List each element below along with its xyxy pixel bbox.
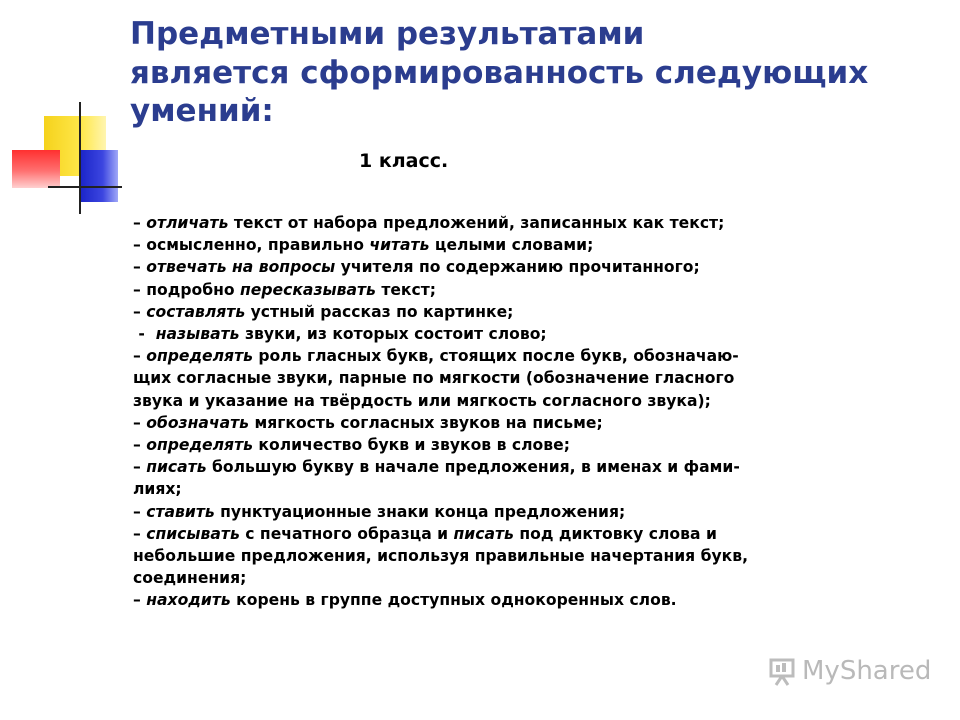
skill-verb: находить	[146, 591, 231, 610]
skill-verb: писать	[453, 524, 514, 543]
skill-text: –	[133, 458, 147, 477]
skill-text: звука и указание на твёрдость или мягкость согласного звука);	[133, 391, 711, 410]
skill-item	[133, 412, 833, 434]
skill-text: –	[133, 258, 147, 277]
skill-item	[133, 234, 833, 256]
skill-text: подробно	[146, 280, 240, 299]
decor-blue-block	[80, 150, 118, 202]
skill-item	[133, 567, 833, 589]
skill-item	[133, 301, 833, 323]
skill-verb: отличать	[146, 214, 229, 232]
skill-item	[133, 367, 833, 389]
skill-text: звуки, из которых состоит слово;	[239, 325, 547, 344]
skill-text: –	[133, 591, 147, 610]
skill-text: пунктуационные знаки конца предложения;	[214, 502, 626, 521]
watermark-text: MyShared	[802, 656, 932, 686]
title-line-2: является сформированность следующих	[130, 55, 869, 91]
skill-text: большую букву в начале предложения, в именах и фами-	[206, 458, 740, 477]
skill-item	[133, 345, 833, 367]
skill-text: –	[133, 302, 147, 321]
skill-verb: называть	[155, 325, 240, 344]
skill-text: учителя по содержанию прочитанного;	[335, 258, 700, 277]
skill-text: –	[133, 502, 147, 521]
skill-item	[133, 523, 833, 545]
skill-item	[133, 434, 833, 456]
watermark	[768, 656, 931, 686]
skills-list	[133, 212, 833, 612]
skill-verb: писать	[146, 458, 207, 477]
skill-text: под диктовку слова и	[513, 524, 717, 543]
skill-text: –	[133, 280, 147, 299]
skill-item	[133, 279, 833, 301]
skill-verb: составлять	[146, 302, 246, 321]
skill-text: щих согласные звуки, парные по мягкости (обозначение гласного	[133, 369, 735, 388]
slide-title	[130, 14, 930, 130]
skill-verb: ставить	[146, 502, 215, 521]
skill-text: –	[133, 347, 147, 366]
skill-text: корень в группе доступных однокоренных слов.	[230, 591, 677, 610]
skill-text: текст от набора предложений, записанных как текст;	[228, 214, 725, 232]
skill-verb: пересказывать	[240, 280, 376, 299]
skill-verb: определять	[146, 347, 253, 366]
decor-horizontal-line	[48, 186, 122, 188]
skill-text: –	[133, 214, 147, 232]
skill-verb: читать	[369, 236, 430, 255]
skill-text: -	[133, 325, 156, 344]
skill-text: лиях;	[133, 480, 182, 499]
skill-verb: обозначать	[146, 413, 250, 432]
skill-item	[133, 390, 833, 412]
title-line-3: умений:	[130, 93, 274, 129]
skill-text: соединения;	[133, 569, 247, 588]
skill-verb: отвечать на вопросы	[146, 258, 336, 277]
title-bold-part: Предметными результатами	[130, 16, 645, 52]
skill-text: устный рассказ по картинке;	[245, 302, 514, 321]
skill-text: количество букв и звуков в слове;	[252, 436, 570, 455]
skill-text: –	[133, 524, 147, 543]
skill-text: текст;	[375, 280, 437, 299]
skill-item	[133, 478, 833, 500]
skill-text: –	[133, 236, 147, 255]
skill-item	[133, 589, 833, 611]
skill-item	[133, 545, 833, 567]
decor-vertical-line	[79, 102, 81, 214]
skill-text: целыми словами;	[429, 236, 594, 255]
skill-item	[133, 212, 833, 234]
skill-text: –	[133, 413, 147, 432]
skill-item	[133, 323, 833, 345]
skill-text: роль гласных букв, стоящих после букв, обозначаю-	[252, 347, 739, 366]
skill-text: небольшие предложения, используя правильные начертания букв,	[133, 547, 749, 566]
skill-text: с печатного образца и	[239, 524, 454, 543]
decor-red-block	[12, 150, 60, 188]
skill-verb: списывать	[146, 524, 240, 543]
skill-text: мягкость согласных звуков на письме;	[249, 413, 603, 432]
skill-verb: определять	[146, 436, 253, 455]
skill-text: осмысленно, правильно	[146, 236, 370, 255]
presentation-icon	[768, 656, 796, 686]
skill-text: –	[133, 436, 147, 455]
skill-item	[133, 256, 833, 278]
skill-item	[133, 501, 833, 523]
skill-item	[133, 456, 833, 478]
grade-heading: 1 класс.	[359, 150, 449, 172]
